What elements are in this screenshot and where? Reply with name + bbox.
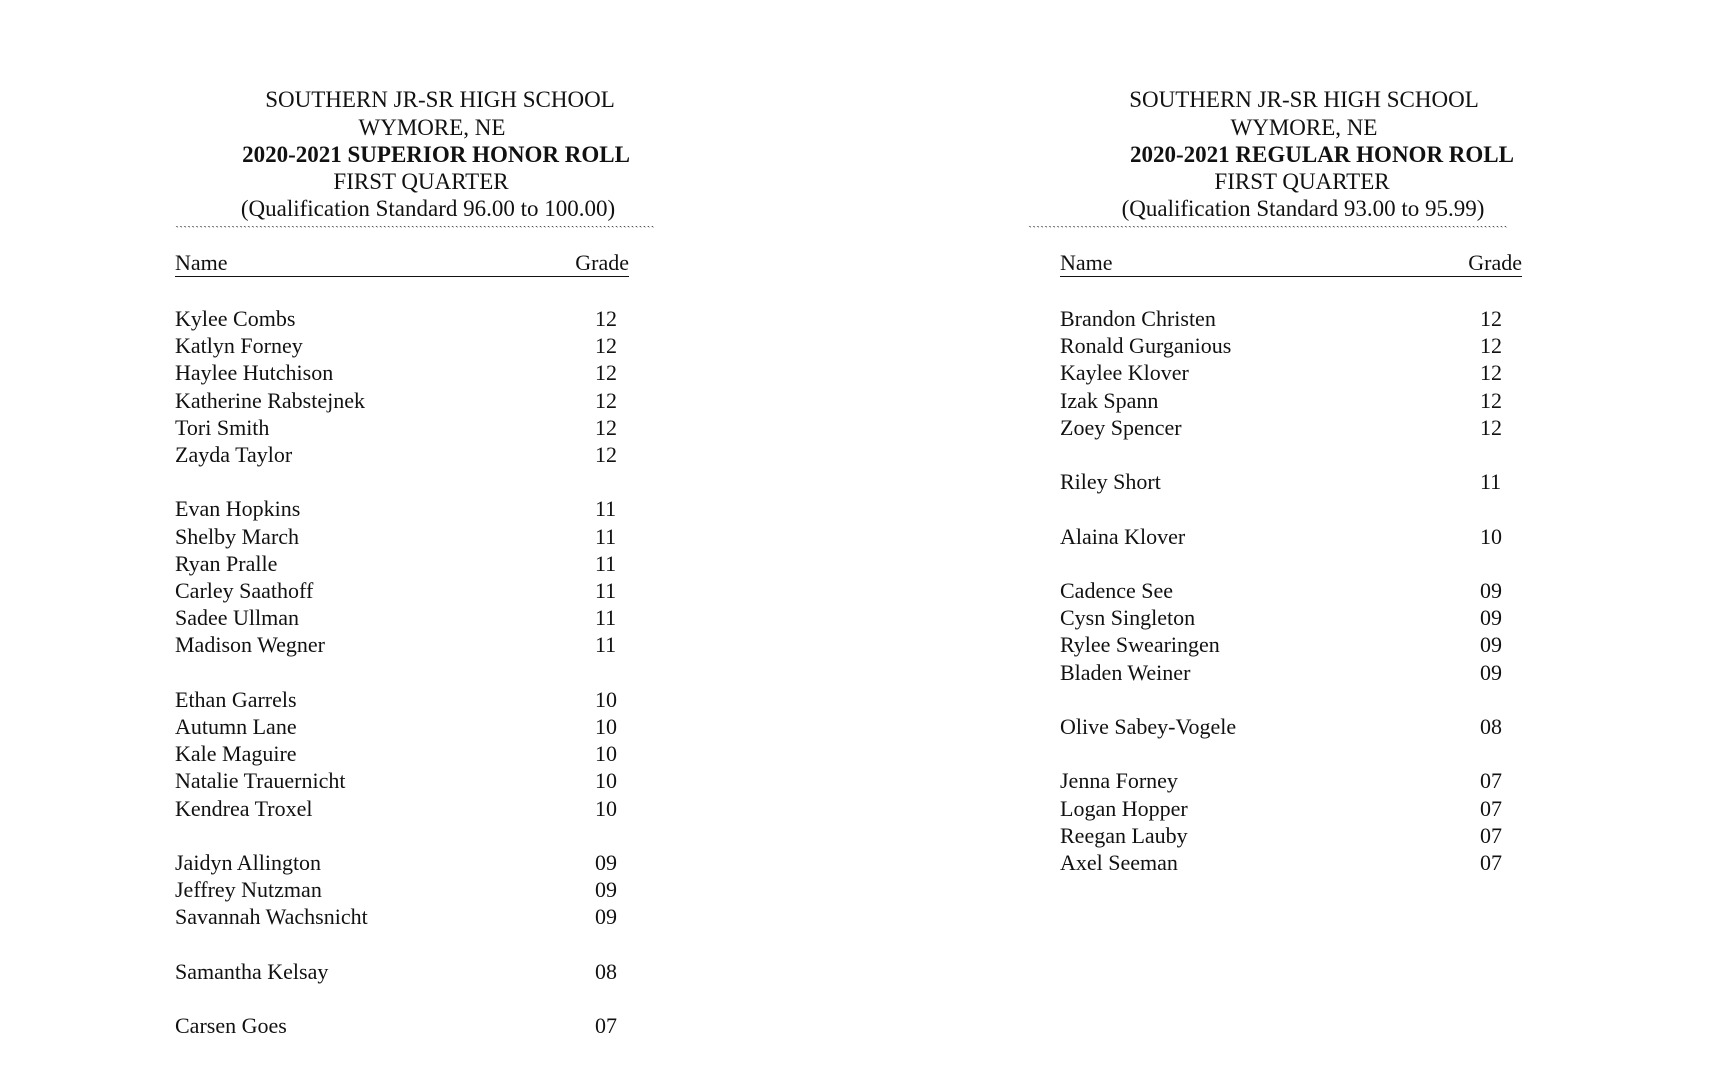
student-name: Katlyn Forney: [175, 333, 303, 359]
student-row: [1060, 578, 1520, 605]
student-row: [1060, 306, 1520, 333]
student-name: Haylee Hutchison: [175, 360, 334, 386]
student-grade: 09: [1480, 605, 1502, 631]
student-name: Axel Seeman: [1060, 850, 1178, 875]
student-grade: 10: [595, 714, 617, 739]
student-row: [175, 388, 635, 415]
student-row: [175, 850, 635, 877]
student-name: Kale Maguire: [175, 741, 297, 767]
student-grade: 09: [595, 904, 617, 930]
school-name: SOUTHERN JR-SR HIGH SCHOOL: [1129, 87, 1479, 112]
honor-roll-title: 2020-2021 SUPERIOR HONOR ROLL: [242, 142, 630, 167]
school-location: WYMORE, NE: [1230, 115, 1378, 140]
student-name: Kylee Combs: [175, 306, 296, 331]
student-grade: 09: [1480, 659, 1502, 685]
student-row: [175, 741, 635, 768]
student-row: [1060, 714, 1520, 741]
student-row: [1060, 360, 1520, 387]
student-name: Madison Wegner: [175, 632, 325, 658]
student-name: Alaina Klover: [1060, 523, 1186, 549]
school-location: WYMORE, NE: [358, 115, 506, 140]
student-grade: 12: [1480, 306, 1502, 331]
name-header: Name: [1060, 250, 1113, 275]
name-header: Name: [175, 250, 228, 275]
student-grade: 12: [595, 414, 617, 440]
grade-header: Grade: [575, 250, 629, 275]
student-row: [1060, 415, 1520, 442]
student-row: [175, 442, 635, 469]
student-name: Logan Hopper: [1060, 795, 1188, 821]
student-grade: 07: [1480, 822, 1502, 848]
student-grade: 09: [1480, 632, 1502, 658]
student-row: [175, 496, 635, 523]
qualification-standard: (Qualification Standard 96.00 to 100.00): [240, 196, 616, 221]
quarter-label: FIRST QUARTER: [1214, 169, 1390, 194]
student-name: Bladen Weiner: [1060, 659, 1191, 685]
student-name: Katherine Rabstejnek: [175, 387, 365, 413]
student-grade: 11: [595, 632, 617, 658]
student-grade: 11: [1480, 469, 1502, 495]
student-name: Riley Short: [1060, 469, 1161, 495]
column-headers: [175, 250, 629, 277]
student-row: [175, 415, 635, 442]
student-row: [1060, 660, 1520, 687]
student-grade: 11: [595, 578, 617, 603]
dashed-separator: ````````````````````````````````````````````````````````````````````````````````````````````````````````````````````````: [175, 226, 655, 234]
student-grade: 08: [595, 958, 617, 984]
school-name: SOUTHERN JR-SR HIGH SCHOOL: [265, 87, 615, 112]
student-grade: 07: [1480, 795, 1502, 821]
student-grade: 12: [595, 360, 617, 386]
student-grade: 11: [595, 496, 617, 522]
student-name: Brandon Christen: [1060, 306, 1216, 331]
student-row: [175, 605, 635, 632]
student-name: Rylee Swearingen: [1060, 632, 1220, 658]
student-grade: 09: [1480, 578, 1502, 603]
student-grade: 12: [595, 442, 617, 467]
dashed-separator: ````````````````````````````````````````````````````````````````````````````````````````````````````````````````````````: [1028, 226, 1508, 234]
student-name: Ronald Gurganious: [1060, 333, 1232, 359]
student-name: Ethan Garrels: [175, 686, 297, 712]
student-row: [1060, 768, 1520, 795]
student-name: Natalie Trauernicht: [175, 768, 346, 794]
student-name: Evan Hopkins: [175, 496, 301, 522]
student-grade: 12: [1480, 333, 1502, 359]
grade-header: Grade: [1468, 250, 1522, 275]
student-grade: 12: [595, 306, 617, 331]
student-row: [1060, 850, 1520, 877]
student-grade: 10: [595, 741, 617, 767]
student-name: Sadee Ullman: [175, 605, 300, 631]
honor-roll-title: 2020-2021 REGULAR HONOR ROLL: [1130, 142, 1514, 167]
student-row: [175, 877, 635, 904]
student-name: Jenna Forney: [1060, 768, 1178, 794]
student-row: [175, 796, 635, 823]
student-grade: 12: [595, 387, 617, 413]
student-name: Ryan Pralle: [175, 550, 278, 576]
student-grade: 10: [595, 768, 617, 794]
student-name: Cadence See: [1060, 578, 1173, 603]
qualification-standard: (Qualification Standard 93.00 to 95.99): [1121, 196, 1485, 221]
student-name: Carsen Goes: [175, 1013, 287, 1039]
student-grade: 07: [1480, 850, 1502, 875]
student-row: [1060, 796, 1520, 823]
student-grade: 12: [1480, 360, 1502, 386]
student-name: Zayda Taylor: [175, 442, 293, 467]
quarter-label: FIRST QUARTER: [333, 169, 509, 194]
regular-honor-roll: [864, 0, 1727, 1080]
student-row: [1060, 605, 1520, 632]
student-grade: 12: [1480, 414, 1502, 440]
student-grade: 08: [1480, 714, 1502, 739]
student-grade: 12: [1480, 387, 1502, 413]
student-row: [175, 632, 635, 659]
student-name: Reegan Lauby: [1060, 822, 1188, 848]
student-grade: 11: [595, 605, 617, 631]
student-row: [175, 1013, 635, 1040]
student-row: [1060, 823, 1520, 850]
student-grade: 07: [595, 1013, 617, 1039]
student-grade: 09: [595, 877, 617, 903]
student-name: Shelby March: [175, 523, 300, 549]
student-name: Kaylee Klover: [1060, 360, 1189, 386]
student-grade: 12: [595, 333, 617, 359]
student-grade: 11: [595, 523, 617, 549]
student-name: Jaidyn Allington: [175, 850, 322, 875]
student-grade: 10: [595, 795, 617, 821]
student-name: Izak Spann: [1060, 387, 1159, 413]
student-row: [1060, 524, 1520, 551]
student-row: [175, 687, 635, 714]
student-name: Autumn Lane: [175, 714, 297, 739]
student-row: [175, 306, 635, 333]
student-grade: 11: [595, 550, 617, 576]
student-name: Tori Smith: [175, 414, 270, 440]
student-row: [175, 714, 635, 741]
student-name: Cysn Singleton: [1060, 605, 1196, 631]
student-name: Kendrea Troxel: [175, 795, 313, 821]
student-name: Zoey Spencer: [1060, 414, 1182, 440]
student-row: [1060, 333, 1520, 360]
column-headers: [1060, 250, 1522, 277]
student-name: Jeffrey Nutzman: [175, 877, 322, 903]
student-row: [1060, 469, 1520, 496]
student-grade: 10: [595, 686, 617, 712]
student-row: [175, 904, 635, 931]
student-row: [175, 578, 635, 605]
student-grade: 10: [1480, 523, 1502, 549]
student-row: [175, 524, 635, 551]
student-row: [175, 768, 635, 795]
student-row: [175, 333, 635, 360]
student-row: [1060, 632, 1520, 659]
student-row: [175, 959, 635, 986]
student-name: Samantha Kelsay: [175, 958, 329, 984]
student-row: [1060, 388, 1520, 415]
student-row: [175, 360, 635, 387]
student-name: Olive Sabey-Vogele: [1060, 714, 1237, 739]
student-grade: 09: [595, 850, 617, 875]
student-grade: 07: [1480, 768, 1502, 794]
student-row: [175, 551, 635, 578]
student-name: Carley Saathoff: [175, 578, 314, 603]
student-name: Savannah Wachsnicht: [175, 904, 368, 930]
